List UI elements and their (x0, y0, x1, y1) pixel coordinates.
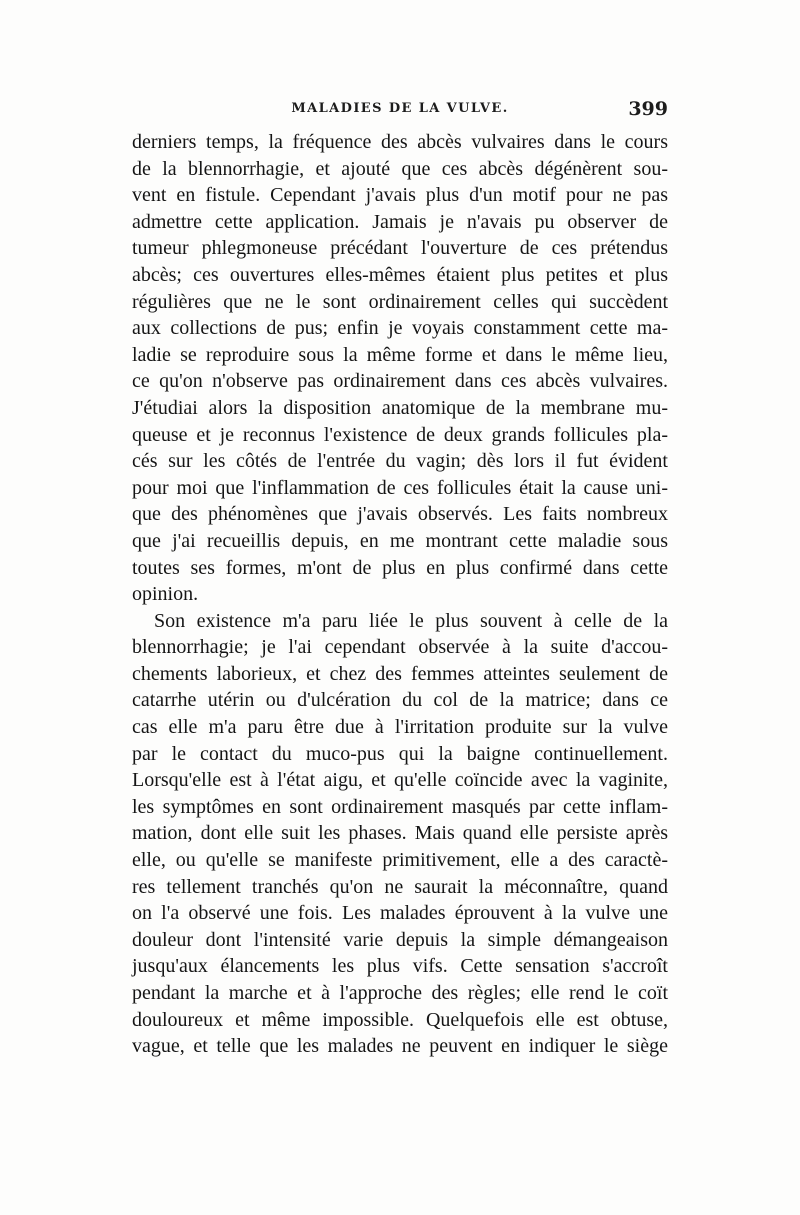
text-line: par le contact du muco-pus qui la baigne continuellement. (132, 742, 668, 765)
text-line: chements laborieux, et chez des femmes atteintes seulement de (132, 662, 668, 685)
body-text (132, 129, 668, 1060)
text-line: Lorsqu'elle est à l'état aigu, et qu'elle coïncide avec la vaginite, (132, 769, 668, 792)
paragraph-first-line: Son existence m'a paru liée le plus souvent à celle de la (154, 609, 668, 632)
text-line: douloureux et même impossible. Quelquefois elle est obtuse, (132, 1008, 668, 1031)
running-head (132, 98, 668, 124)
text-line: ce qu'on n'observe pas ordinairement dans ces abcès vulvaires. (132, 370, 668, 393)
text-line: on l'a observé une fois. Les malades éprouvent à la vulve une (132, 902, 668, 925)
running-title: MALADIES DE LA VULVE. (291, 101, 509, 116)
text-line: les symptômes en sont ordinairement masqués par cette inflam- (132, 795, 668, 818)
text-line: que j'ai recueillis depuis, en me montrant cette maladie sous (132, 529, 668, 552)
text-line: aux collections de pus; enfin je voyais constamment cette ma- (132, 317, 668, 340)
paragraph-end-line: opinion. (132, 583, 199, 606)
text-line: cas elle m'a paru être due à l'irritation produite sur la vulve (132, 716, 668, 739)
text-line: tumeur phlegmoneuse précédant l'ouverture de ces prétendus (132, 237, 668, 260)
text-line: vague, et telle que les malades ne peuvent en indiquer le siège (132, 1035, 668, 1058)
text-line: toutes ses formes, m'ont de plus en plus confirmé dans cette (132, 556, 668, 579)
text-line: pendant la marche et à l'approche des règles; elle rend le coït (132, 982, 668, 1004)
text-line: que des phénomènes que j'avais observés. Les faits nombreux (132, 503, 668, 526)
text-line: cés sur les côtés de l'entrée du vagin; dès lors il fut évident (132, 450, 668, 473)
text-line: ladie se reproduire sous la même forme et dans le même lieu, (132, 343, 668, 366)
text-line: res tellement tranchés qu'on ne saurait la méconnaître, quand (132, 875, 668, 898)
text-line: mation, dont elle suit les phases. Mais quand elle persiste après (132, 822, 668, 845)
text-line: douleur dont l'intensité varie depuis la simple démangeaison (132, 928, 668, 951)
text-line: derniers temps, la fréquence des abcès vulvaires dans le cours (132, 131, 668, 153)
text-line: jusqu'aux élancements les plus vifs. Cette sensation s'accroît (132, 955, 668, 978)
text-line: pour moi que l'inflammation de ces follicules était la cause uni- (132, 476, 668, 499)
text-line: queuse et je reconnus l'existence de deux grands follicules pla- (132, 423, 668, 446)
text-line: J'étudiai alors la disposition anatomique de la membrane mu- (132, 396, 668, 419)
text-line: elle, ou qu'elle se manifeste primitivement, elle a des caractè- (132, 849, 668, 872)
text-line: vent en fistule. Cependant j'avais plus d'un motif pour ne pas (132, 184, 668, 207)
text-line: blennorrhagie; je l'ai cependant observée à la suite d'accou- (132, 636, 668, 659)
text-line: admettre cette application. Jamais je n'avais pu observer de (132, 210, 668, 233)
text-line: catarrhe utérin ou d'ulcération du col de la matrice; dans ce (132, 689, 668, 712)
text-line: abcès; ces ouvertures elles-mêmes étaient plus petites et plus (132, 263, 668, 286)
text-line: de la blennorrhagie, et ajouté que ces abcès dégénèrent sou- (132, 157, 668, 180)
text-line: régulières que ne le sont ordinairement celles qui succèdent (132, 290, 668, 313)
page-number: 399 (628, 98, 668, 120)
